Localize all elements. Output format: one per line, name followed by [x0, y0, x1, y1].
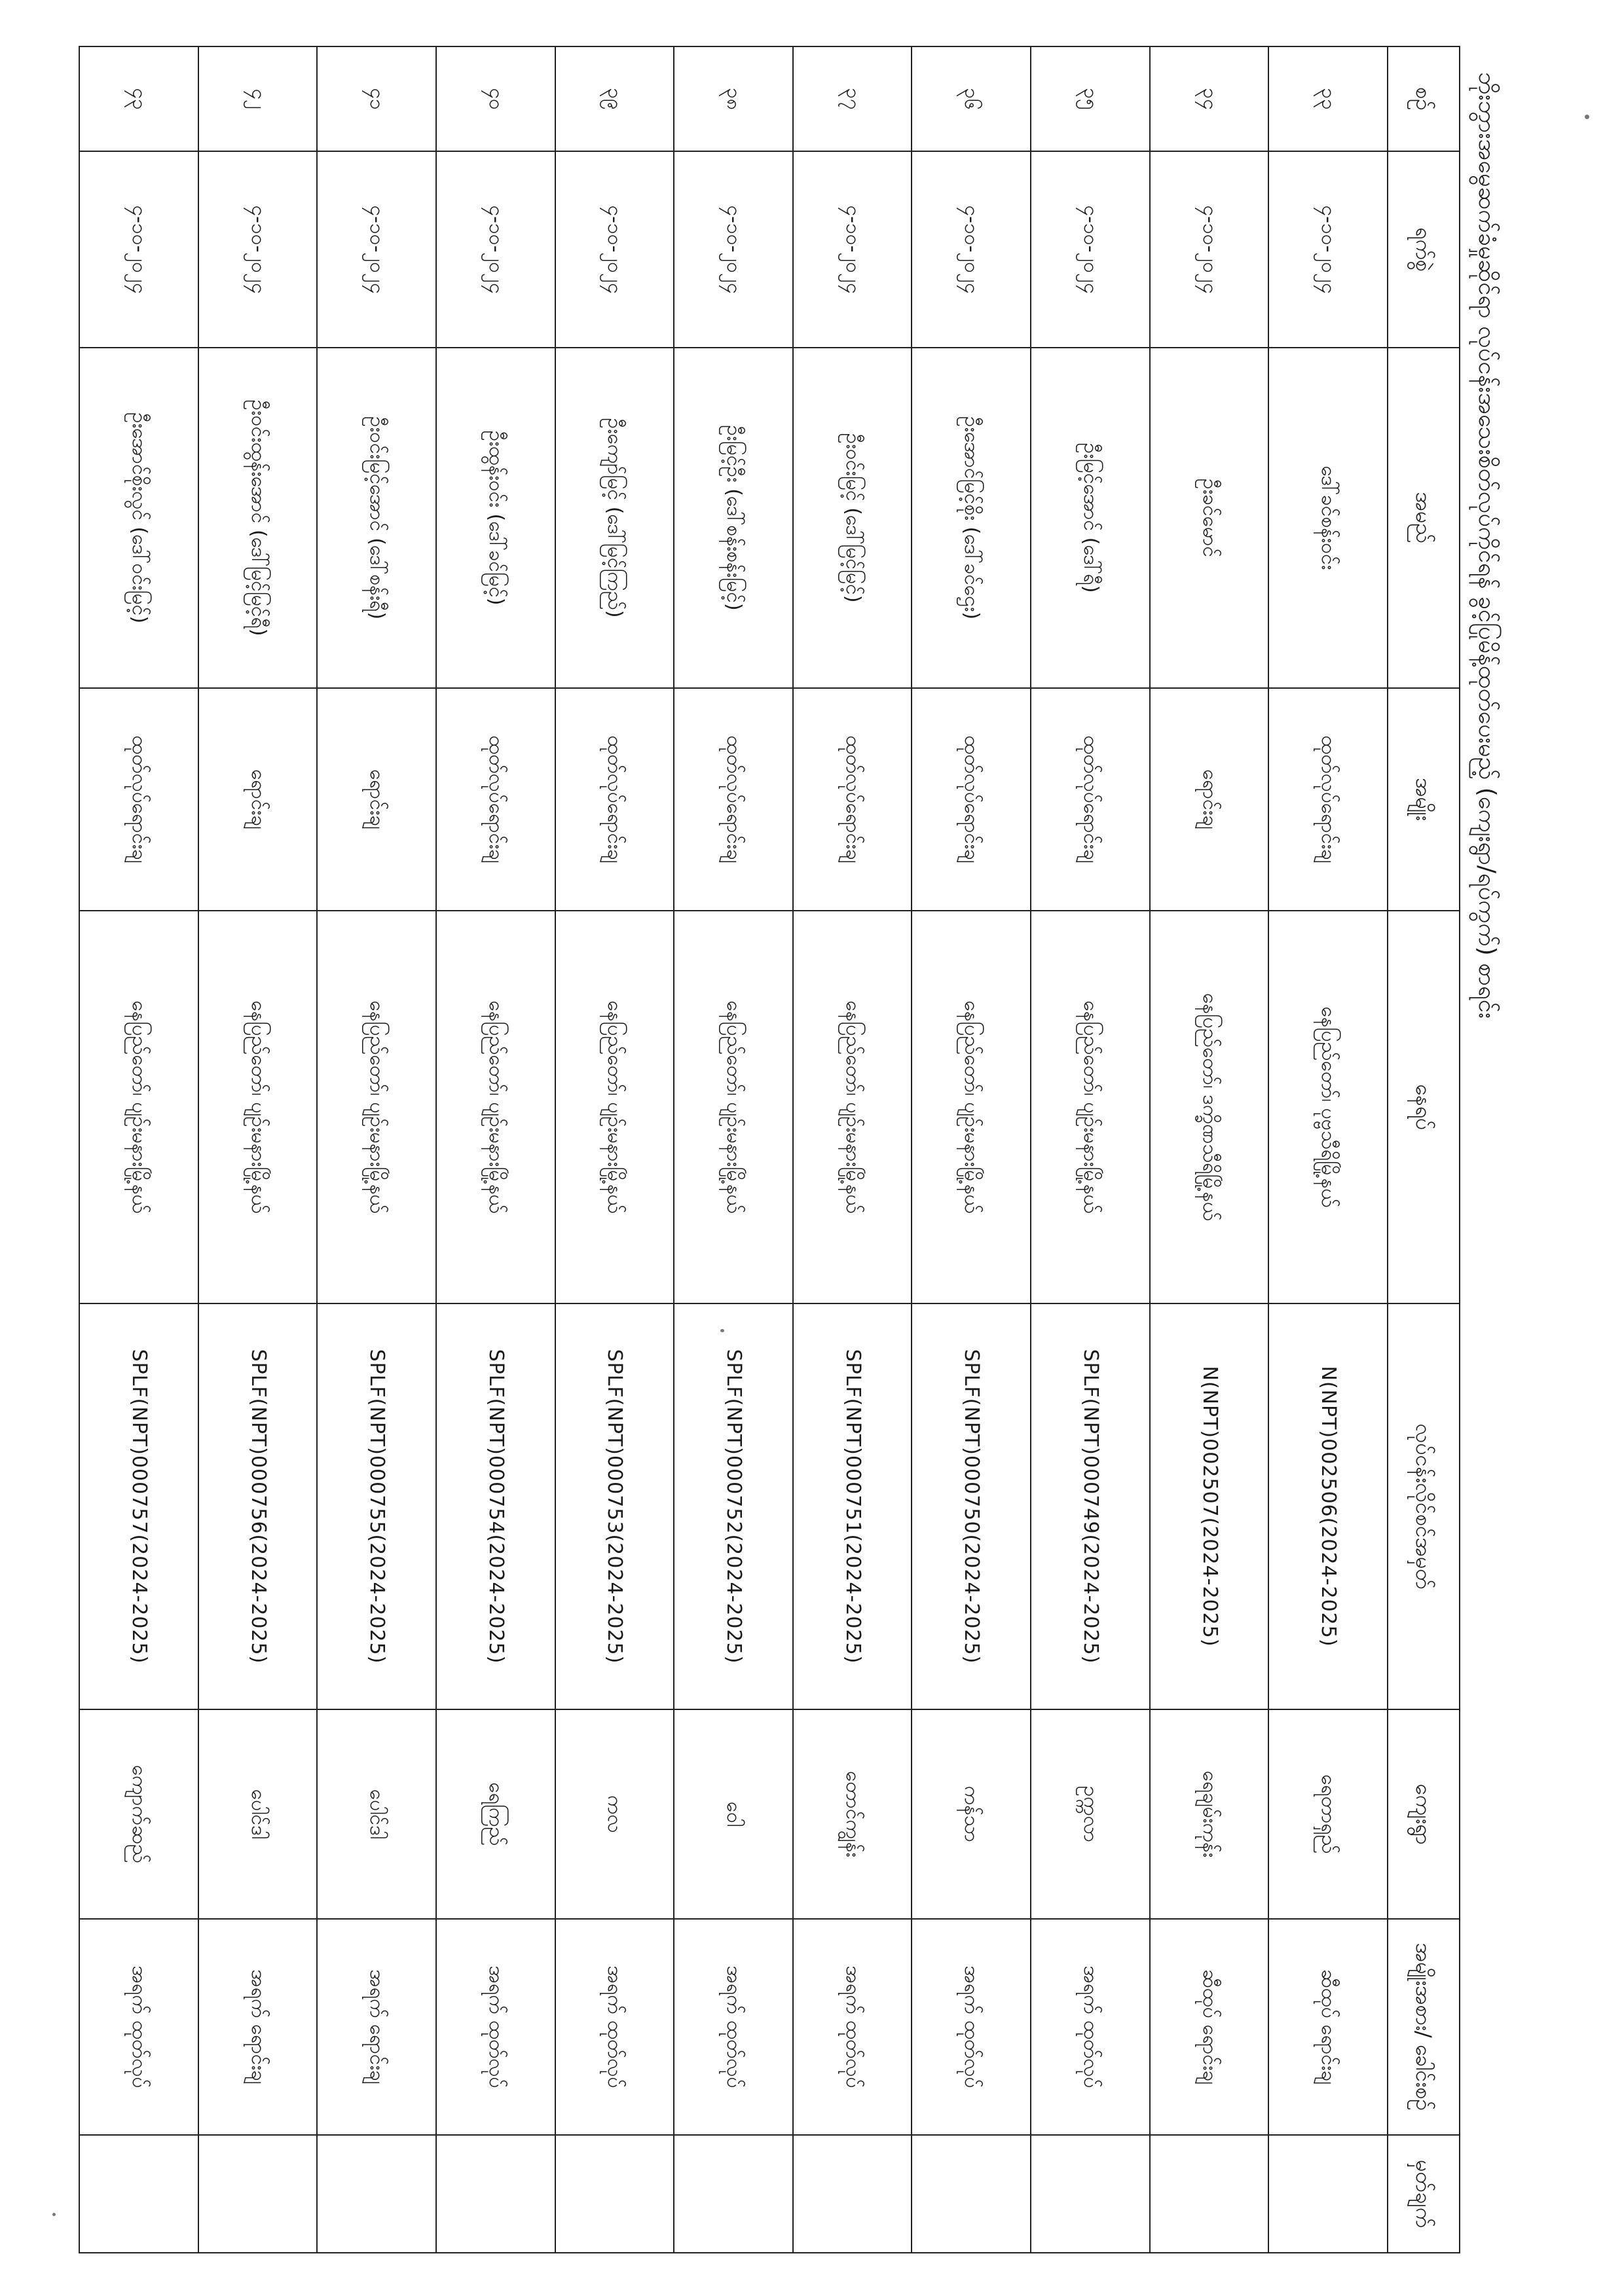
col-header-remark1: အမျိုးအစား/ ခေါင်းစဉ်	[1388, 1919, 1460, 2135]
cell-village: ရေကြည်	[436, 1709, 555, 1919]
cell-date: ၄-၁၀-၂၀၂၄	[912, 151, 1031, 348]
cell-date: ၄-၁၀-၂၀၂၄	[555, 151, 674, 348]
table-row	[674, 46, 793, 2253]
cell-no: ၃၈	[674, 46, 793, 151]
cell-remark2	[793, 2135, 912, 2253]
cell-village: ရေတာရှည်	[1268, 1709, 1388, 1919]
table-header-row	[1388, 46, 1460, 2253]
cell-remark2	[912, 2135, 1031, 2253]
cell-remark2	[79, 2135, 198, 2253]
cell-date: ၄-၁၀-၂၀၂၄	[198, 151, 318, 348]
cell-remark2	[317, 2135, 436, 2253]
table-row	[1150, 46, 1269, 2253]
cell-remark2	[674, 2135, 793, 2253]
scan-speck	[1585, 115, 1589, 119]
col-header-date: ရက်စွဲ	[1388, 151, 1460, 348]
cell-village: ကျောက်ဆည်	[79, 1709, 198, 1919]
cell-name: ဒေါ်ခင်စန်းဝင်း	[1268, 348, 1388, 688]
cell-license: SPLF(NPT)000750(2024-2025)	[912, 1303, 1031, 1709]
scan-speck	[720, 1329, 724, 1332]
cell-license: SPLF(NPT)000754(2024-2025)	[436, 1303, 555, 1709]
cell-no: ၄၀	[436, 46, 555, 151]
rotated-document-page	[79, 46, 1513, 2252]
cell-name: ဦးကျော်မြင့် (ဒေါ်မြင့်ကြည်)	[555, 348, 674, 688]
col-header-license: လုပ်ငန်းလိုင်စင်အမှတ်	[1388, 1303, 1460, 1709]
cell-date: ၄-၁၀-၂၀၂၄	[317, 151, 436, 348]
cell-address: နေပြည်တော်၊ ပျဉ်းမနားမြို့နယ်	[912, 911, 1031, 1303]
cell-remark1: အရက် ထုတ်လုပ်	[436, 1919, 555, 2135]
table-row	[436, 46, 555, 2253]
cell-date: ၄-၁၀-၂၀၂၄	[674, 151, 793, 348]
cell-village: ပေါင်ဒါ	[198, 1709, 318, 1919]
cell-remark1: အရက် ထုတ်လုပ်	[555, 1919, 674, 2135]
cell-no: ၃၃	[1268, 46, 1388, 151]
cell-village: ရေချမ်းကုန်း	[1150, 1709, 1269, 1919]
cell-date: ၄-၁၀-၂၀၂၄	[1031, 151, 1150, 348]
cell-no: ၃၉	[555, 46, 674, 151]
cell-remark2	[198, 2135, 318, 2253]
cell-license: SPLF(NPT)000751(2024-2025)	[793, 1303, 912, 1709]
cell-address: နေပြည်တော်၊ ပျဉ်းမနားမြို့နယ်	[198, 911, 318, 1303]
cell-address: နေပြည်တော်၊ ပျဉ်းမနားမြို့နယ်	[1031, 911, 1150, 1303]
cell-license: N(NPT)002506(2024-2025)	[1268, 1303, 1388, 1709]
cell-type: ထုတ်လုပ်ရောင်းချ	[793, 688, 912, 911]
table-row	[1268, 46, 1388, 2253]
cell-no: ၄၃	[79, 46, 198, 151]
license-table	[79, 46, 1460, 2253]
cell-no: ၄၂	[198, 46, 318, 151]
cell-remark1: အရက် ရောင်းချ	[198, 1919, 318, 2135]
cell-remark1: အရက် ထုတ်လုပ်	[1031, 1919, 1150, 2135]
cell-name: ဦးထွန်းဝင်း (ဒေါ်ခင်မြင့်)	[436, 348, 555, 688]
cell-name: ဦးအောင်မြင့်စိုး (ဒေါ်ခင်ဌေး)	[912, 348, 1031, 688]
cell-type: ထုတ်လုပ်ရောင်းချ	[912, 688, 1031, 911]
cell-remark2	[436, 2135, 555, 2253]
cell-village: တောင်ကျွန်း	[793, 1709, 912, 1919]
cell-type: ရောင်းချ	[198, 688, 318, 911]
cell-name: ဦးခင်မောင်	[1150, 348, 1269, 688]
table-row	[317, 46, 436, 2253]
cell-date: ၄-၁၀-၂၀၂၄	[436, 151, 555, 348]
col-header-type: အမျိုး	[1388, 688, 1460, 911]
col-header-no: စဉ်	[1388, 46, 1460, 151]
cell-address: နေပြည်တော်၊ ပျဉ်းမနားမြို့နယ်	[317, 911, 436, 1303]
col-header-village: ကျေးရွာ	[1388, 1709, 1460, 1919]
document-title: ဘိုးဘွားအမွေဆက်ခံမှုဆိုင်ရာ လုပ်ငန်းအသေးစိတ်လုပ်ကိုင်ရန် ခွင့်ပြုမိန့်ထုတ်ပေးမည့် (ကျေးရွာ/ရပ်ကွက်) စာရင်း	[1473, 72, 1500, 1019]
cell-village: ကန်သာ	[912, 1709, 1031, 1919]
cell-no: ၃၆	[912, 46, 1031, 151]
cell-no: ၃၇	[793, 46, 912, 151]
table-row	[79, 46, 198, 2253]
cell-type: ထုတ်လုပ်ရောင်းချ	[436, 688, 555, 911]
cell-date: ၄-၁၀-၂၀၂၄	[793, 151, 912, 348]
cell-address: နေပြည်တော်၊ ပျဉ်းမနားမြို့နယ်	[793, 911, 912, 1303]
cell-remark2	[555, 2135, 674, 2253]
col-header-name: အမည်	[1388, 348, 1460, 688]
cell-remark1: ဆီထုပ် ရောင်းချ	[1268, 1919, 1388, 2135]
cell-name: ဦးဝင်းမြင့် (ဒေါ်မြင့်မြင့်)	[793, 348, 912, 688]
cell-license: SPLF(NPT)000755(2024-2025)	[317, 1303, 436, 1709]
cell-remark1: အရက် ထုတ်လုပ်	[793, 1919, 912, 2135]
table-row	[912, 46, 1031, 2253]
cell-remark1: ဆီထုပ် ရောင်းချ	[1150, 1919, 1269, 2135]
cell-name: ဦးဝင်းမြင့်အောင် (ဒေါ်စန်းရီ)	[317, 348, 436, 688]
cell-remark1: အရက် ထုတ်လုပ်	[674, 1919, 793, 2135]
cell-name: ဦးမြင့်ဦး (ဒေါ်စန်းစန်းမြင့်)	[674, 348, 793, 688]
cell-village: ပေါင်ဒါ	[317, 1709, 436, 1919]
cell-name: ဦးမြင့်အောင် (ဒေါ်ရီ)	[1031, 348, 1150, 688]
cell-license: SPLF(NPT)000753(2024-2025)	[555, 1303, 674, 1709]
cell-no: ၃၅	[1031, 46, 1150, 151]
cell-address: နေပြည်တော်၊ ပျဉ်းမနားမြို့နယ်	[674, 911, 793, 1303]
cell-date: ၄-၁၀-၂၀၂၄	[79, 151, 198, 348]
cell-village: ဥက္ကလာ	[1031, 1709, 1150, 1919]
cell-license: SPLF(NPT)000752(2024-2025)	[674, 1303, 793, 1709]
cell-address: နေပြည်တော်၊ ပုဗ္ဗသီရိမြို့နယ်	[1268, 911, 1388, 1303]
col-header-address: နေရပ်	[1388, 911, 1460, 1303]
cell-village: ကလ	[555, 1709, 674, 1919]
cell-type: ထုတ်လုပ်ရောင်းချ	[1031, 688, 1150, 911]
cell-license: SPLF(NPT)000756(2024-2025)	[198, 1303, 318, 1709]
table-row	[793, 46, 912, 2253]
cell-license: N(NPT)002507(2024-2025)	[1150, 1303, 1269, 1709]
table-row	[555, 46, 674, 2253]
cell-name: ဦးဝင်းထွန်းအောင် (ဒေါ်မြင့်မြင့်ရီ)	[198, 348, 318, 688]
cell-license: SPLF(NPT)000757(2024-2025)	[79, 1303, 198, 1709]
cell-remark1: အရက် ထုတ်လုပ်	[79, 1919, 198, 2135]
cell-date: ၄-၁၀-၂၀၂၄	[1268, 151, 1388, 348]
cell-type: ရောင်းချ	[1150, 688, 1269, 911]
cell-type: ထုတ်လုပ်ရောင်းချ	[555, 688, 674, 911]
cell-type: ထုတ်လုပ်ရောင်းချ	[1268, 688, 1388, 911]
cell-license: SPLF(NPT)000749(2024-2025)	[1031, 1303, 1150, 1709]
cell-remark2	[1150, 2135, 1269, 2253]
cell-no: ၄၁	[317, 46, 436, 151]
cell-address: နေပြည်တော်၊ ပျဉ်းမနားမြို့နယ်	[79, 911, 198, 1303]
cell-remark2	[1031, 2135, 1150, 2253]
cell-no: ၃၄	[1150, 46, 1269, 151]
cell-remark1: အရက် ထုတ်လုပ်	[912, 1919, 1031, 2135]
cell-name: ဦးအောင်စိုးလွင် (ဒေါ်ဝင်းမြင့်)	[79, 348, 198, 688]
cell-type: ရောင်းချ	[317, 688, 436, 911]
cell-date: ၄-၁၀-၂၀၂၄	[1150, 151, 1269, 348]
cell-address: နေပြည်တော်၊ ပျဉ်းမနားမြို့နယ်	[436, 911, 555, 1303]
table-row	[1031, 46, 1150, 2253]
cell-address: နေပြည်တော်၊ ပျဉ်းမနားမြို့နယ်	[555, 911, 674, 1303]
cell-type: ထုတ်လုပ်ရောင်းချ	[674, 688, 793, 911]
table-row	[198, 46, 318, 2253]
cell-remark1: အရက် ရောင်းချ	[317, 1919, 436, 2135]
cell-remark2	[1268, 2135, 1388, 2253]
cell-address: နေပြည်တော်၊ ဒက္ခိဏသီရိမြို့နယ်	[1150, 911, 1269, 1303]
col-header-remark2: မှတ်ချက်	[1388, 2135, 1460, 2253]
cell-type: ထုတ်လုပ်ရောင်းချ	[79, 688, 198, 911]
scan-speck	[52, 2213, 56, 2216]
cell-village: ဝေါ	[674, 1709, 793, 1919]
